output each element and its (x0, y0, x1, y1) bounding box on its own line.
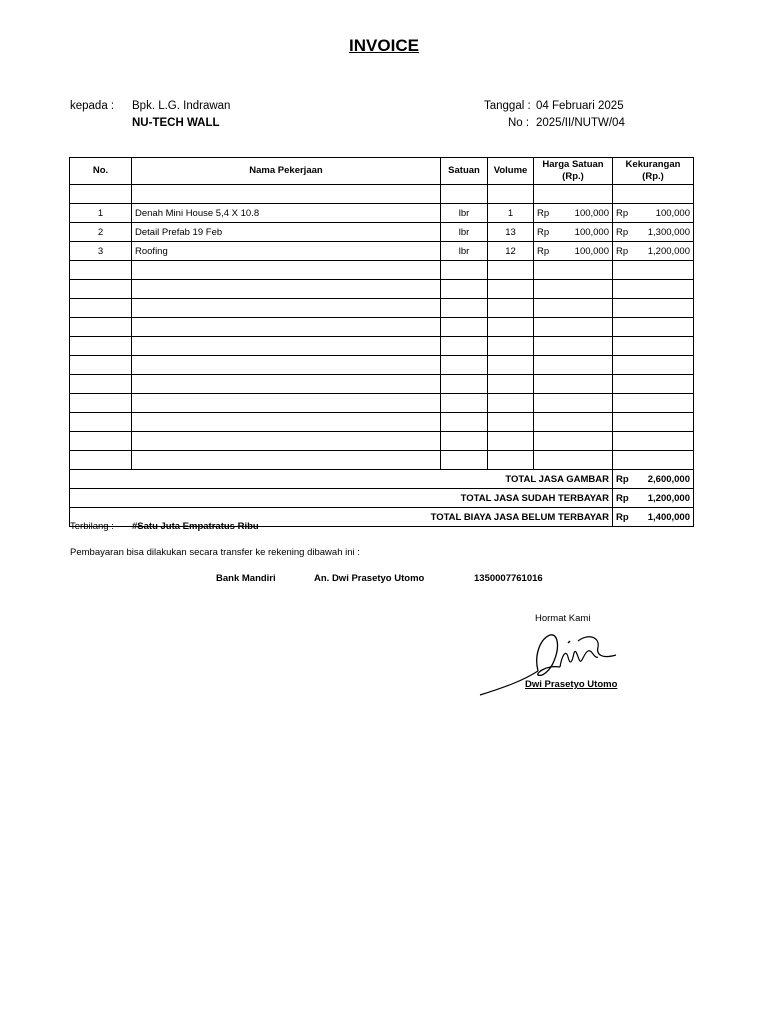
bank-name: Bank Mandiri (216, 573, 276, 584)
cell-nama: Denah Mini House 5,4 X 10.8 (132, 204, 441, 223)
cell-no: 3 (70, 242, 132, 261)
cell-harga: Rp 100,000 (534, 223, 613, 242)
cell-harga: Rp 100,000 (534, 242, 613, 261)
total-label: TOTAL JASA SUDAH TERBAYAR (70, 489, 613, 508)
total-label: TOTAL BIAYA JASA BELUM TERBAYAR (70, 508, 613, 527)
total-label: TOTAL JASA GAMBAR (70, 470, 613, 489)
col-header-volume: Volume (488, 158, 534, 185)
cell-nama: Roofing (132, 242, 441, 261)
cell-volume: 13 (488, 223, 534, 242)
col-header-satuan: Satuan (441, 158, 488, 185)
total-value: Rp 1,400,000 (613, 508, 694, 527)
cell-satuan: lbr (441, 242, 488, 261)
total-value: Rp 1,200,000 (613, 489, 694, 508)
cell-kekurangan: Rp 100,000 (613, 204, 694, 223)
total-value: Rp 2,600,000 (613, 470, 694, 489)
table-row-empty (70, 337, 694, 356)
col-header-kekurangan: Kekurangan (Rp.) (613, 158, 694, 185)
table-row-empty (70, 261, 694, 280)
cell-volume: 1 (488, 204, 534, 223)
cell-harga: Rp 100,000 (534, 204, 613, 223)
table-row (70, 204, 694, 223)
cell-satuan: lbr (441, 204, 488, 223)
table-row-empty (70, 299, 694, 318)
account-number: 1350007761016 (474, 573, 543, 584)
table-row-empty (70, 280, 694, 299)
invoice-no-label: No : (508, 117, 530, 129)
table-row (70, 242, 694, 261)
recipient-name: Bpk. L.G. Indrawan (132, 100, 231, 112)
col-header-nama: Nama Pekerjaan (132, 158, 441, 185)
payment-note: Pembayaran bisa dilakukan secara transfer ke rekening dibawah ini : (70, 547, 360, 558)
table-row-empty (70, 318, 694, 337)
table-row (70, 223, 694, 242)
cell-volume: 12 (488, 242, 534, 261)
signer-name: Dwi Prasetyo Utomo (525, 679, 618, 690)
invoice-title: INVOICE (349, 36, 419, 55)
cell-satuan: lbr (441, 223, 488, 242)
cell-kekurangan: Rp 1,300,000 (613, 223, 694, 242)
recipient-label: kepada : (70, 100, 115, 112)
closing-greeting: Hormat Kami (535, 613, 591, 624)
total-row (70, 489, 694, 508)
invoice-table (69, 157, 694, 527)
cell-no: 2 (70, 223, 132, 242)
cell-nama: Detail Prefab 19 Feb (132, 223, 441, 242)
table-row-empty (70, 432, 694, 451)
table-row-empty (70, 413, 694, 432)
recipient-company: NU-TECH WALL (132, 117, 220, 129)
table-header-row (70, 158, 694, 185)
table-row-empty (70, 451, 694, 470)
table-row-empty (70, 185, 694, 204)
total-row (70, 470, 694, 489)
cell-kekurangan: Rp 1,200,000 (613, 242, 694, 261)
invoice-date: 04 Februari 2025 (536, 100, 624, 112)
table-row-empty (70, 356, 694, 375)
table-row-empty (70, 394, 694, 413)
cell-no: 1 (70, 204, 132, 223)
invoice-no: 2025/II/NUTW/04 (536, 117, 625, 129)
terbilang-label: Terbilang : (70, 521, 114, 532)
table-row-empty (70, 375, 694, 394)
account-name: An. Dwi Prasetyo Utomo (314, 573, 425, 584)
col-header-no: No. (70, 158, 132, 185)
terbilang-value: #Satu Juta Empatratus Ribu (132, 521, 259, 532)
date-label: Tanggal : (484, 100, 531, 112)
col-header-harga: Harga Satuan (Rp.) (534, 158, 613, 185)
